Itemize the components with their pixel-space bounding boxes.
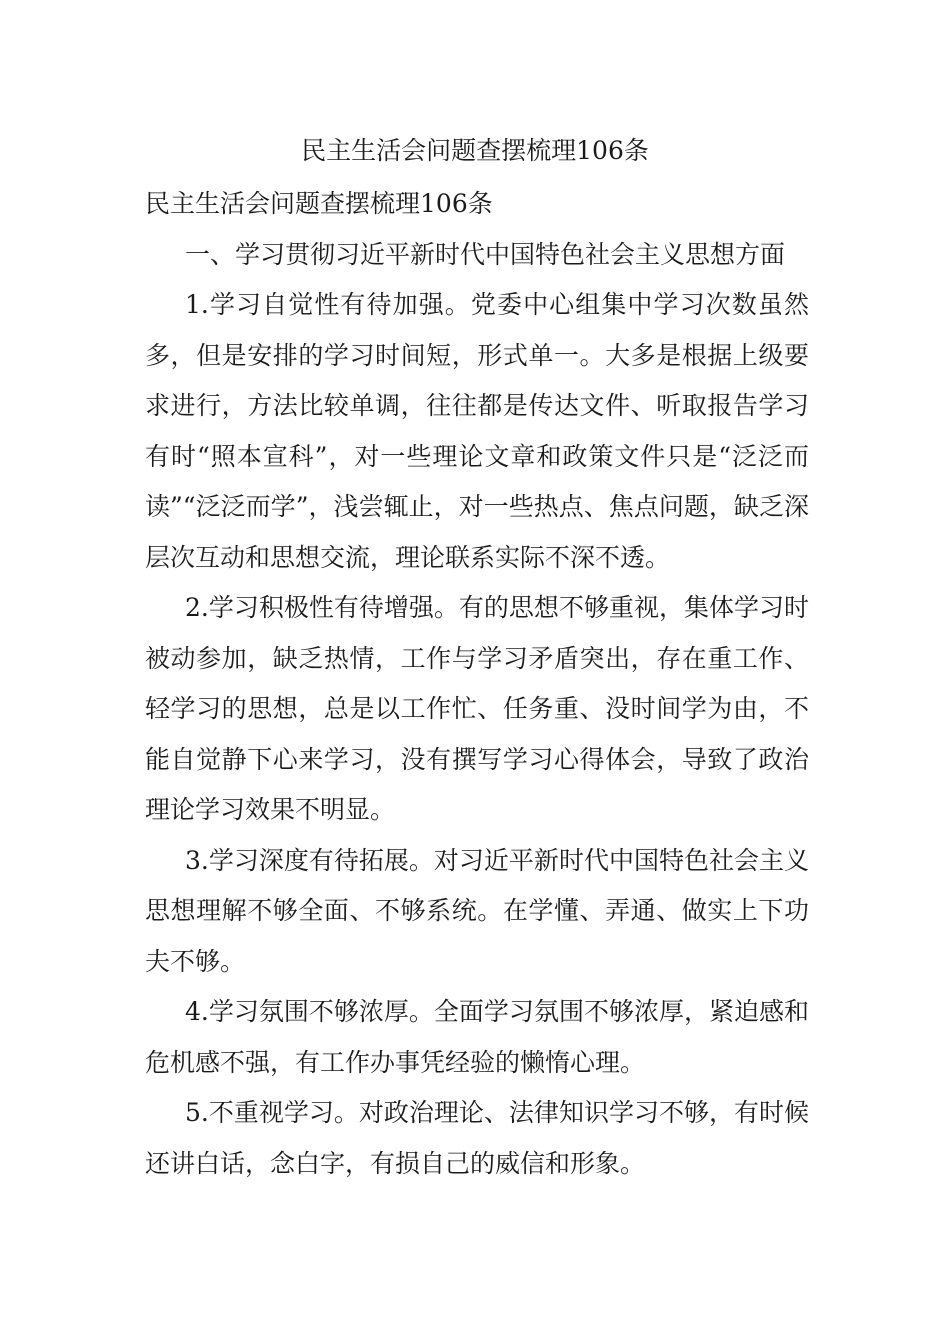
document-subtitle: 民主生活会问题查摆梳理106条 xyxy=(145,189,493,218)
list-item: 3.学习深度有待拓展。对习近平新时代中国特色社会主义思想理解不够全面、不够系统。在学懂、弄通、做实上下功夫不够。 xyxy=(145,845,809,976)
list-item: 4.学习氛围不够浓厚。全面学习氛围不够浓厚，紧迫感和危机感不强，有工作办事凭经验的懒惰心理。 xyxy=(145,997,809,1077)
list-item: 5.不重视学习。对政治理论、法律知识学习不够，有时候还讲白话，念白字，有损自己的威信和形象。 xyxy=(145,1098,809,1178)
list-item: 1.学习自觉性有待加强。党委中心组集中学习次数虽然多，但是安排的学习时间短，形式单一。大多是根据上级要求进行，方法比较单调，往往都是传达文件、听取报告学习有时“照本宣科”，对一些理论文章和政策文件只是“泛泛而读”“泛泛而学”，浅尝辄止，对一些热点、焦点问题，缺乏深层次互动和思想交流，理论联系实际不深不透。 xyxy=(145,290,809,572)
document-body xyxy=(145,179,809,1189)
section-heading: 一、学习贯彻习近平新时代中国特色社会主义思想方面 xyxy=(185,239,786,269)
document-title: 民主生活会问题查摆梳理106条 xyxy=(301,136,649,165)
list-item: 2.学习积极性有待增强。有的思想不够重视，集体学习时被动参加，缺乏热情，工作与学习矛盾突出，存在重工作、轻学习的思想，总是以工作忙、任务重、没时间学为由，不能自觉静下心来学习，没有撰写学习心得体会，导致了政治理论学习效果不明显。 xyxy=(145,593,809,824)
